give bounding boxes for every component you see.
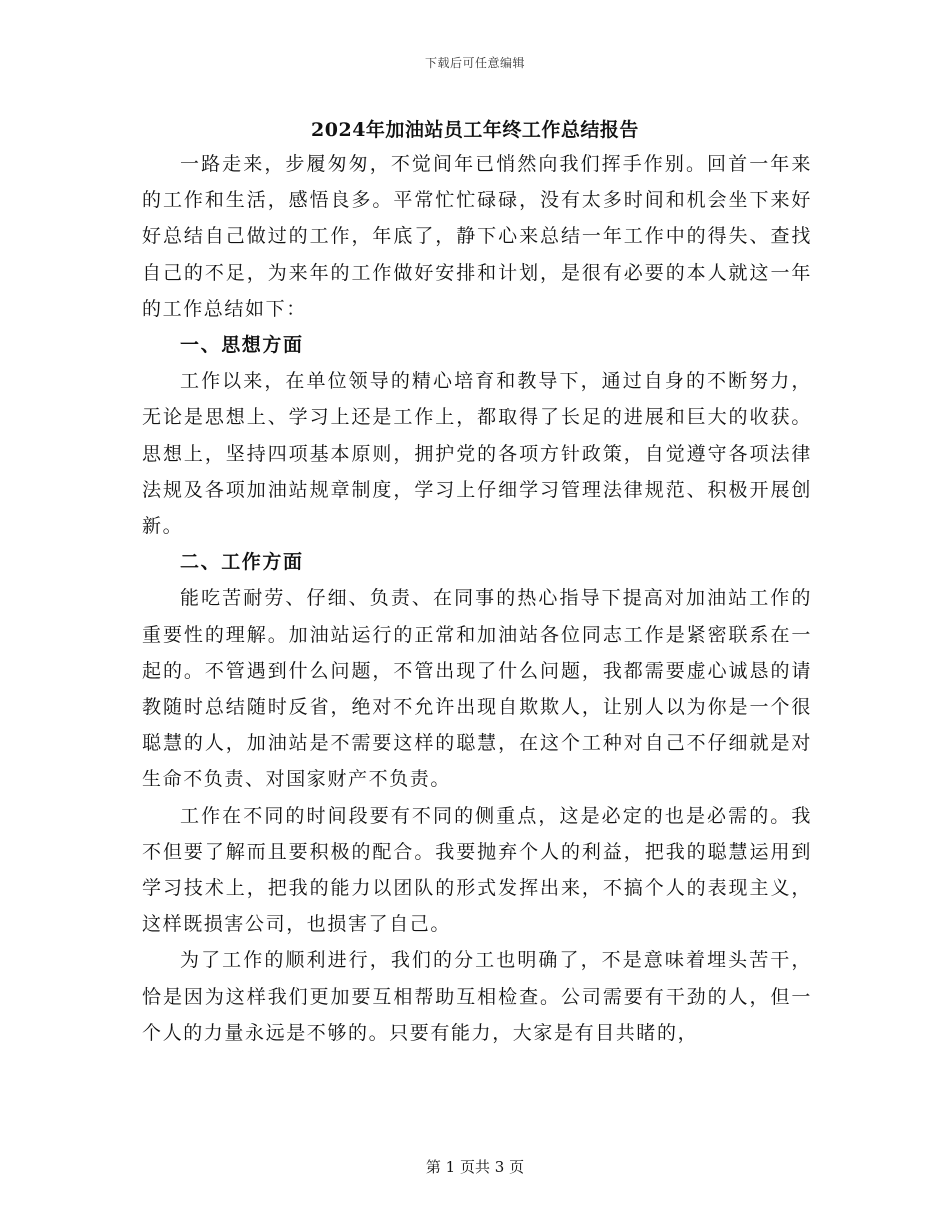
header-note: 下载后可任意编辑	[424, 56, 525, 70]
section-paragraph: 为了工作的顺利进行，我们的分工也明确了，不是意味着埋头苦干，恰是因为这样我们更加要互相帮助互相检查。公司需要有干劲的人，但一个人的力量永远是不够的。只要有能力，大家是有目共睹的，	[142, 949, 812, 1044]
intro-paragraph: 一路走来，步履匆匆，不觉间年已悄然向我们挥手作别。回首一年来的工作和生活，感悟良多。平常忙忙碌碌，没有太多时间和机会坐下来好好总结自己做过的工作，年底了，静下心来总结一年工作中的得失、查找自己的不足，为来年的工作做好安排和计划，是很有必要的本人就这一年的工作总结如下：	[142, 153, 812, 320]
document-title: 2024年加油站员工年终工作总结报告	[311, 119, 639, 141]
page-footer: 第 1 页共 3 页	[425, 1158, 525, 1176]
section-heading-thought: 一、思想方面	[180, 334, 304, 357]
section-heading-work: 二、工作方面	[180, 551, 304, 574]
section-paragraph: 工作以来，在单位领导的精心培育和教导下，通过自身的不断努力，无论是思想上、学习上还是工作上，都取得了长足的进展和巨大的收获。思想上，坚持四项基本原则，拥护党的各项方针政策，自觉遵守各项法律法规及各项加油站规章制度，学习上仔细学习管理法律规范、积极开展创新。	[142, 370, 812, 538]
section-paragraph: 能吃苦耐劳、仔细、负责、在同事的热心指导下提高对加油站工作的重要性的理解。加油站运行的正常和加油站各位同志工作是紧密联系在一起的。不管遇到什么问题，不管出现了什么问题，我都需要虚心诚恳的请教随时总结随时反省，绝对不允许出现自欺欺人，让别人以为你是一个很聪慧的人，加油站是不需要这样的聪慧，在这个工种对自己不仔细就是对生命不负责、对国家财产不负责。	[142, 587, 812, 791]
section-paragraph: 工作在不同的时间段要有不同的侧重点，这是必定的也是必需的。我不但要了解而且要积极的配合。我要抛弃个人的利益，把我的聪慧运用到学习技术上，把我的能力以团队的形式发挥出来，不搞个人的表现主义，这样既损害公司，也损害了自己。	[142, 804, 812, 936]
document-body	[142, 146, 812, 1051]
